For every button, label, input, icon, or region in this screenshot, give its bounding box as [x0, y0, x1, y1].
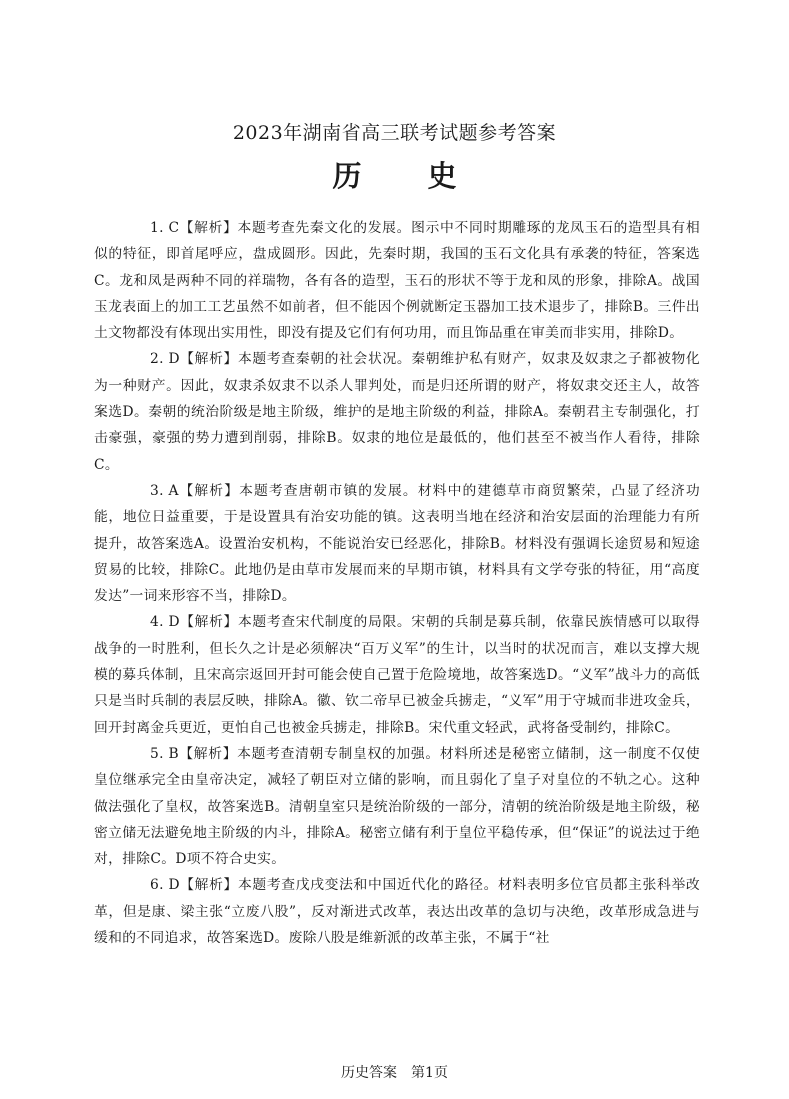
- answer-number: 2. D: [150, 351, 180, 368]
- answer-explanation: 【解析】本题考查先秦文化的发展。图示中不同时期雕琢的龙凤玉石的造型具有相似的特征，即首尾呼应，盘成圆形。因此，先秦时期，我国的玉石文化具有承袭的特征，答案选C。龙和凤是两种不同的祥瑞物，各有各的造型，玉石的形状不等于龙和凤的形象，排除A。战国玉龙表面上的加工工艺虽然不如前者，但不能因个例就断定玉器加工技术退步了，排除B。三件出土文物都没有体现出实用性，即没有提及它们有何功用，而且饰品重在审美而非实用，排除D。: [94, 220, 700, 342]
- answer-explanation: 【解析】本题考查清朝专制皇权的加强。材料所述是秘密立储制，这一制度不仅使皇位继承完全由皇帝决定，减轻了朝臣对立储的影响，而且弱化了皇子对皇位的不轨之心。这种做法强化了皇权，故答案选B。清朝皇室只是统治阶级的一部分，清朝的统治阶级是地主阶级，秘密立储无法避免地主阶级的内斗，排除A。秘密立储有利于皇位平稳传承，但“保证”的说法过于绝对，排除C。D项不符合史实。: [94, 745, 700, 868]
- answer-explanation: 【解析】本题考查宋代制度的局限。宋朝的兵制是募兵制，依靠民族情感可以取得战争的一时胜利，但长久之计是必须解决“百万义军”的生计，以当时的状况而言，难以支撑大规模的募兵体制，且宋高宗返回开封可能会使自己置于危险境地，故答案选D。“义军”战斗力的高低只是当时兵制的表层反映，排除A。徽、钦二帝早已被金兵掳走，“义军”用于守城而非进攻金兵，回开封离金兵更近，更怕自己也被金兵掳走，排除B。宋代重文轻武，武将备受制约，排除C。: [94, 614, 700, 736]
- answer-item: [94, 215, 700, 346]
- answer-number: 1. C: [150, 220, 180, 236]
- answer-item: [94, 741, 700, 872]
- answer-number: 5. B: [150, 745, 179, 762]
- answer-item: [94, 346, 700, 477]
- answer-list: [94, 215, 700, 951]
- page-footer: 历史答案 第1页: [341, 1065, 448, 1081]
- answer-explanation: 【解析】本题考查唐朝市镇的发展。材料中的建德草市商贸繁荣，凸显了经济功能，地位日益重要，于是设置具有治安功能的镇。这表明当地在经济和治安层面的治理能力有所提升，故答案选A。设置治安机构，不能说治安已经恶化，排除B。材料没有强调长途贸易和短途贸易的比较，排除C。此地仍是由草市发展而来的早期市镇，材料具有文学夸张的特征，用“高度发达”一词来形容不当，排除D。: [94, 482, 700, 605]
- answer-explanation: 【解析】本题考查戊戌变法和中国近代化的路径。材料表明多位官员都主张科举改革，但是康、梁主张“立废八股”，反对渐进式改革，表达出改革的急切与决绝，改革形成急进与缓和的不同追求，故答案选D。废除八股是维新派的改革主张，不属于“社: [94, 877, 700, 947]
- answer-item: [94, 609, 700, 740]
- answer-number: 6. D: [150, 877, 180, 894]
- subject-heading: 历 史: [332, 159, 485, 193]
- answer-explanation: 【解析】本题考查秦朝的社会状况。秦朝维护私有财产，奴隶及奴隶之子都被物化为一种财产。因此，奴隶杀奴隶不以杀人罪判处，而是归还所谓的财产，将奴隶交还主人，故答案选D。秦朝的统治阶级是地主阶级，维护的是地主阶级的利益，排除A。秦朝君主专制强化，打击豪强，豪强的势力遭到削弱，排除B。奴隶的地位是最低的，他们甚至不被当作人看待，排除C。: [94, 351, 700, 473]
- answer-item: [94, 872, 700, 951]
- document-title: 2023年湖南省高三联考试题参考答案: [232, 122, 557, 144]
- answer-item: [94, 478, 700, 609]
- answer-number: 3. A: [150, 482, 179, 499]
- answer-number: 4. D: [150, 614, 180, 631]
